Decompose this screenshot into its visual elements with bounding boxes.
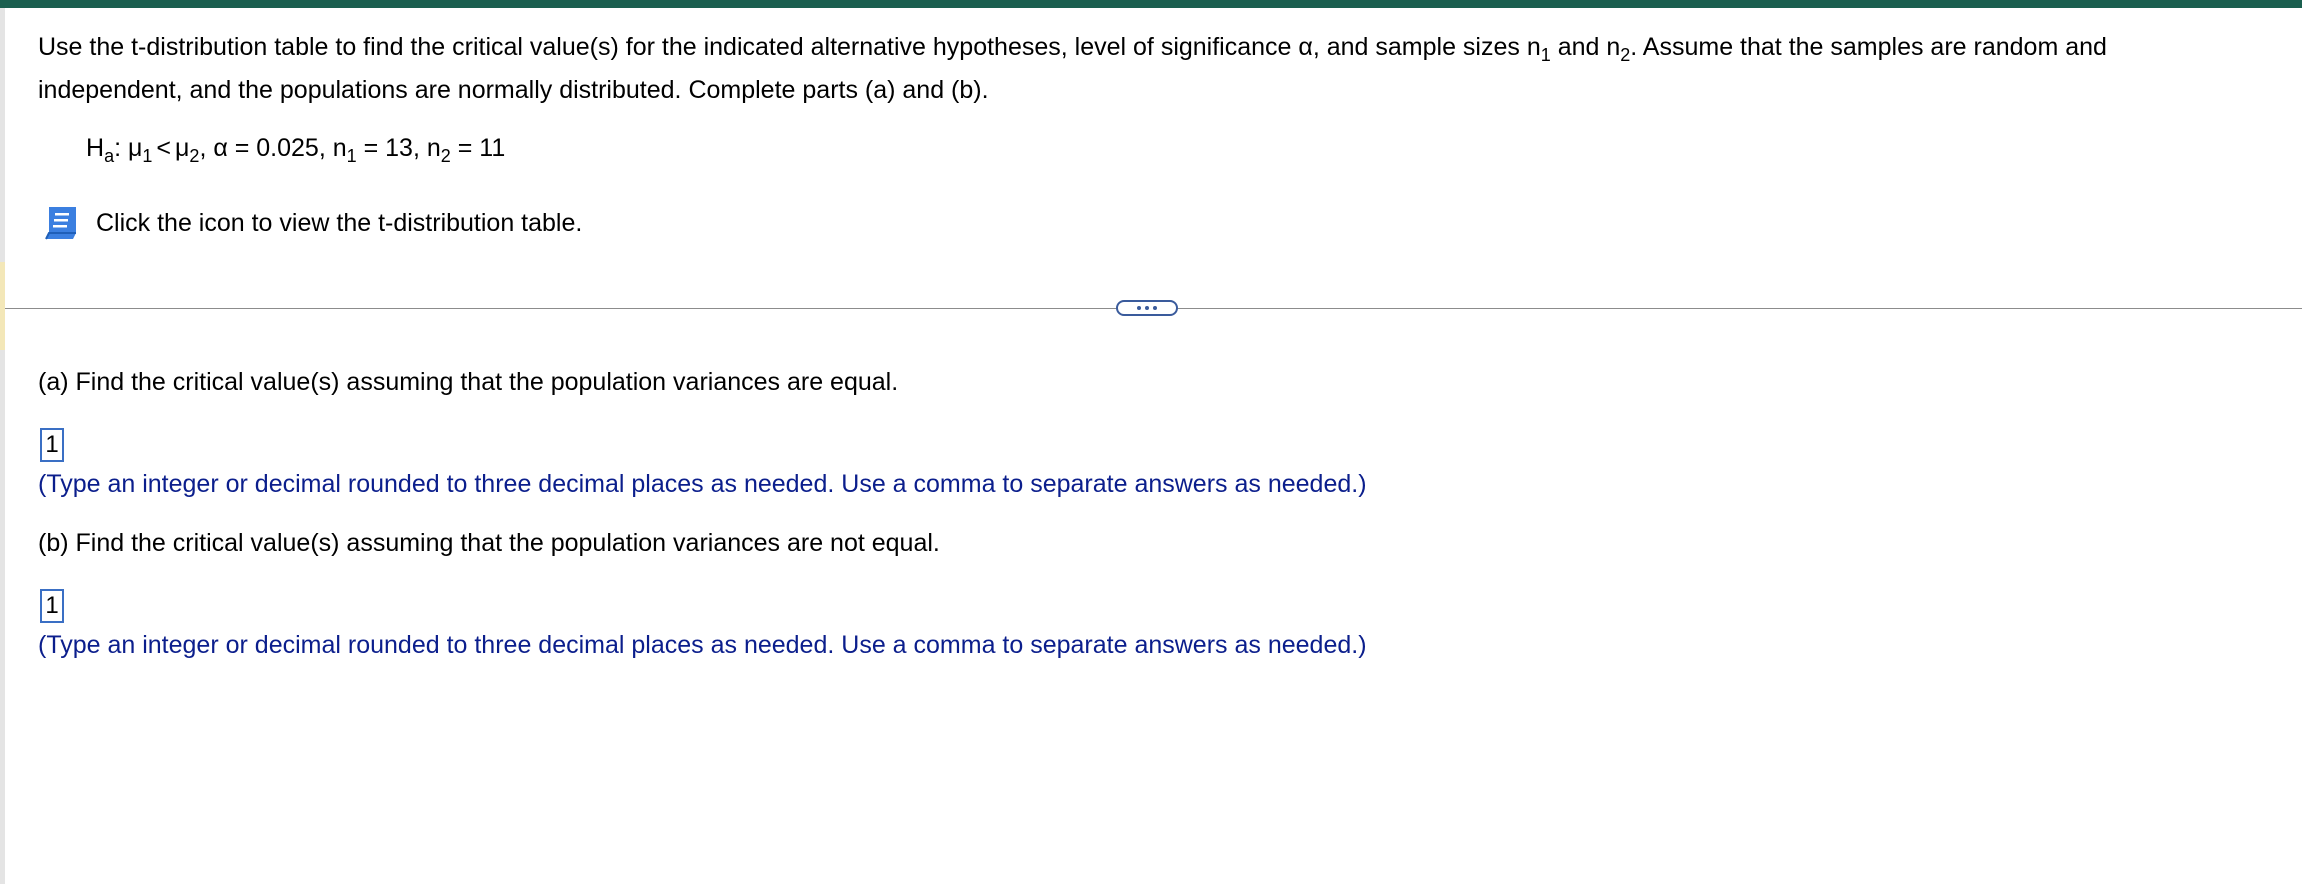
book-icon[interactable] xyxy=(40,203,80,243)
hypothesis xyxy=(86,128,505,168)
t-table-link xyxy=(40,203,582,243)
more-dot xyxy=(1137,306,1141,310)
more-dot xyxy=(1153,306,1157,310)
question-sub-2: 2 xyxy=(1620,45,1631,65)
question-text xyxy=(38,26,2238,112)
hyp-colon: : xyxy=(114,134,122,162)
question-and: and n xyxy=(1550,33,1621,61)
hyp-mu2-sub: 2 xyxy=(189,146,200,166)
question-intro: Use the t-distribution table to find the critical value(s) for the indicated alternative hypotheses, level of significance α, and sample sizes n xyxy=(38,33,1541,61)
left-edge xyxy=(0,8,5,884)
hyp-n2-value: = 11 xyxy=(450,134,506,162)
hyp-n2-sub: 2 xyxy=(440,146,451,166)
part-b-question: (b) Find the critical value(s) assuming that the population variances are not equal. xyxy=(38,529,940,557)
question-rest: . Assume that the samples are random and independent, and the populations are normally distributed. Complete parts (a) and (b). xyxy=(38,33,2107,104)
hyp-h: H xyxy=(86,134,105,162)
left-accent xyxy=(0,262,5,350)
hyp-mu1-sub: 1 xyxy=(142,146,153,166)
part-a-answer-input[interactable]: 1 xyxy=(40,428,64,462)
hyp-n1-value: = 13, n xyxy=(356,134,441,162)
part-b-hint: (Type an integer or decimal rounded to three decimal places as needed. Use a comma to separate answers as needed.) xyxy=(38,631,1367,659)
t-table-link-text: Click the icon to view the t-distribution table. xyxy=(96,208,583,237)
more-options-button[interactable] xyxy=(1116,300,1178,316)
part-b-answer-input[interactable]: 1 xyxy=(40,589,64,623)
hyp-mu1: μ xyxy=(127,134,143,162)
top-bar xyxy=(0,0,2302,8)
part-a-question: (a) Find the critical value(s) assuming that the population variances are equal. xyxy=(38,368,899,396)
hyp-alpha: , α = 0.025, n xyxy=(199,134,347,162)
hyp-h-sub: a xyxy=(104,146,115,166)
question-sub-1: 1 xyxy=(1540,45,1551,65)
hyp-n1-sub: 1 xyxy=(346,146,357,166)
part-a-hint: (Type an integer or decimal rounded to three decimal places as needed. Use a comma to separate answers as needed.) xyxy=(38,470,1367,498)
more-dot xyxy=(1145,306,1149,310)
hyp-operator: < xyxy=(156,134,172,162)
hyp-mu2: μ xyxy=(175,134,190,162)
